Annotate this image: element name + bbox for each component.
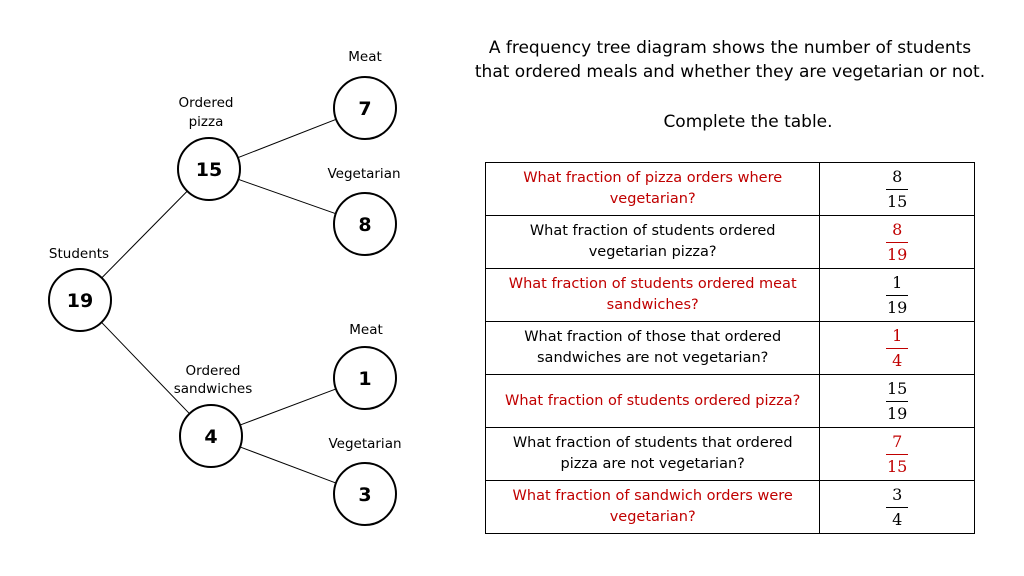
fraction [886, 220, 908, 265]
node-label-pizza: pizza [188, 114, 224, 130]
answer-cell [820, 216, 975, 269]
fraction-denominator: 19 [886, 403, 908, 423]
node-students [49, 269, 111, 331]
answer-cell [820, 428, 975, 481]
fraction-bar [886, 348, 908, 349]
fraction-numerator: 8 [892, 219, 903, 239]
node-sandwich-veg [334, 463, 396, 525]
edge-students-to-pizza [102, 191, 187, 278]
node-label-sandwiches: Ordered [185, 363, 241, 379]
table-row [486, 322, 975, 375]
fraction-bar [886, 401, 908, 402]
fraction-numerator: 3 [892, 484, 903, 504]
node-pizza-veg [334, 193, 396, 255]
node-label-pizza: Ordered [178, 95, 234, 111]
table-row [486, 216, 975, 269]
question-cell: What fraction of pizza orders where vegetarian? [486, 163, 820, 216]
fraction-numerator: 1 [892, 272, 903, 292]
answer-cell [820, 322, 975, 375]
fraction-bar [886, 189, 908, 190]
fraction [886, 485, 908, 530]
fraction-denominator: 15 [886, 456, 908, 476]
node-label-sandwiches: sandwiches [173, 381, 253, 397]
node-value: 4 [204, 426, 218, 448]
question-cell: What fraction of sandwich orders were vegetarian? [486, 481, 820, 534]
fraction [886, 432, 908, 477]
node-value: 1 [358, 368, 372, 390]
fraction [886, 167, 908, 212]
question-cell: What fraction of students ordered meat sandwiches? [486, 269, 820, 322]
intro-text [462, 36, 998, 84]
node-sandwich-meat [334, 347, 396, 409]
fraction [886, 273, 908, 318]
edge-sandwiches-to-sandwich-veg [240, 447, 336, 483]
fraction-bar [886, 454, 908, 455]
node-label-sandwich-meat: Meat [349, 322, 383, 338]
intro-line-2: that ordered meals and whether they are vegetarian or not. [474, 62, 986, 82]
node-sandwiches [180, 405, 242, 467]
fraction [886, 379, 908, 424]
node-label-sandwich-veg: Vegetarian [328, 436, 402, 452]
fraction-numerator: 15 [886, 378, 908, 398]
fraction-numerator: 7 [892, 431, 903, 451]
edge-pizza-to-pizza-veg [238, 179, 336, 213]
node-pizza-meat [334, 77, 396, 139]
fraction-bar [886, 507, 908, 508]
node-value: 7 [358, 98, 372, 120]
fraction-bar [886, 295, 908, 296]
table-row [486, 481, 975, 534]
question-cell: What fraction of those that ordered sandwiches are not vegetarian? [486, 322, 820, 375]
fraction-numerator: 1 [892, 325, 903, 345]
node-label-pizza-meat: Meat [348, 49, 382, 65]
node-value: 8 [358, 214, 372, 236]
node-value: 15 [195, 159, 223, 181]
fraction-denominator: 4 [892, 509, 903, 529]
answer-cell [820, 375, 975, 428]
fraction-denominator: 4 [892, 350, 903, 370]
edge-pizza-to-pizza-meat [238, 119, 336, 157]
intro-line-1: A frequency tree diagram shows the number of students [488, 38, 972, 58]
node-label-pizza-veg: Vegetarian [327, 166, 401, 182]
node-pizza [178, 138, 240, 200]
node-value: 3 [358, 484, 372, 506]
question-cell: What fraction of students that ordered pizza are not vegetarian? [486, 428, 820, 481]
answer-cell [820, 481, 975, 534]
question-cell: What fraction of students ordered vegetarian pizza? [486, 216, 820, 269]
table-row [486, 269, 975, 322]
answer-cell [820, 163, 975, 216]
fraction-denominator: 15 [886, 191, 908, 211]
table-row [486, 428, 975, 481]
fraction-table [485, 162, 975, 534]
node-label-students: Students [48, 246, 110, 262]
fraction-denominator: 19 [886, 244, 908, 264]
table-row [486, 163, 975, 216]
node-value: 19 [66, 290, 94, 312]
fraction-numerator: 8 [892, 166, 903, 186]
fraction-denominator: 19 [886, 297, 908, 317]
table-row [486, 375, 975, 428]
edge-students-to-sandwiches [102, 322, 190, 413]
fraction [886, 326, 908, 371]
question-cell: What fraction of students ordered pizza? [486, 375, 820, 428]
answer-cell [820, 269, 975, 322]
instruction-text: Complete the table. [663, 112, 833, 132]
edge-sandwiches-to-sandwich-meat [240, 389, 336, 425]
fraction-bar [886, 242, 908, 243]
